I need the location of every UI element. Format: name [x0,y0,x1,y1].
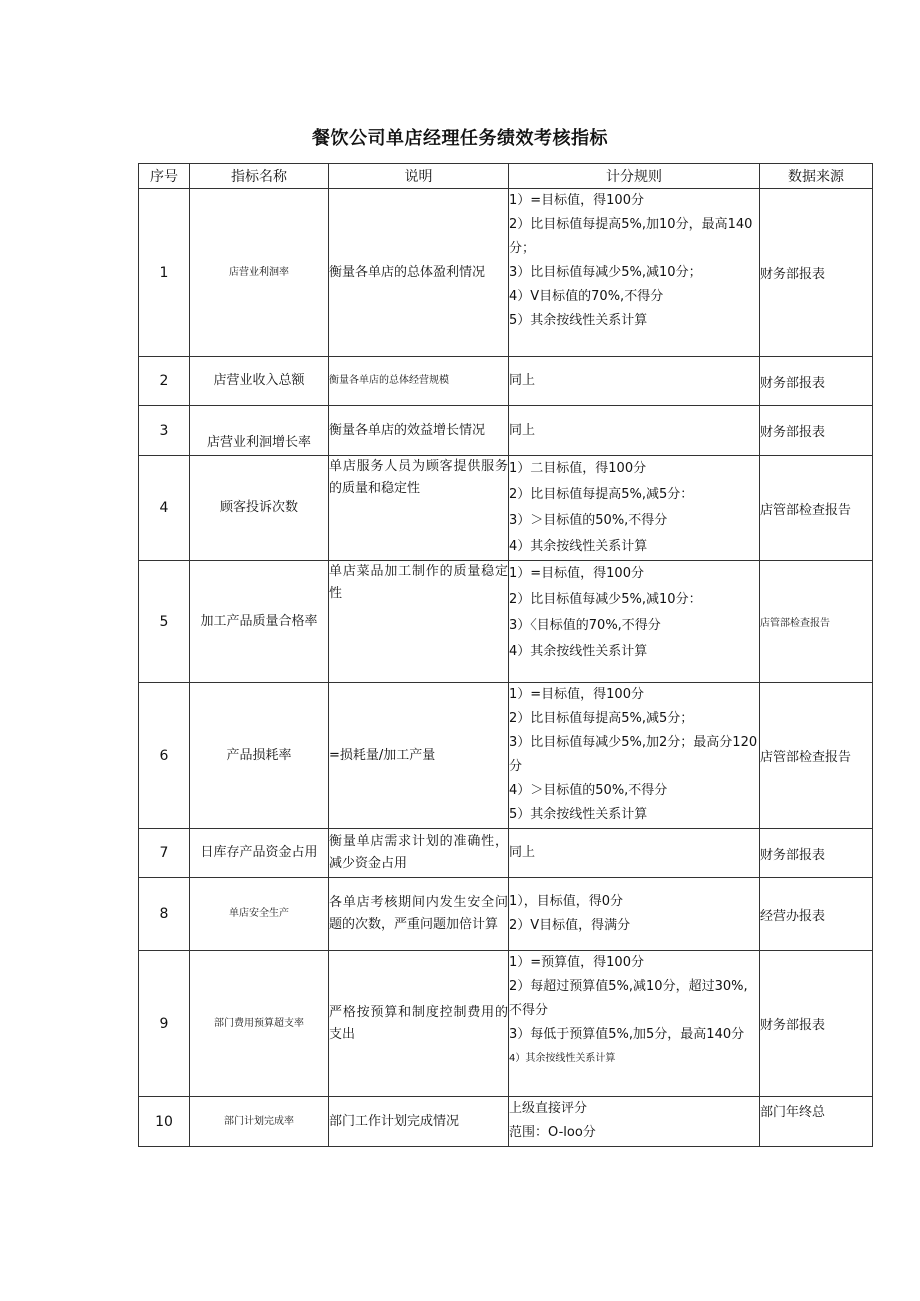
row-source: 经营办报表 [760,878,873,951]
rule-line: 3）＞目标值的50%,不得分 [509,513,668,528]
table-row [139,561,873,683]
header-source: 数据来源 [760,164,873,189]
row-rules [509,561,760,683]
header-desc: 说明 [329,164,509,189]
row-no: 10 [139,1097,190,1147]
rule-line: 同上 [509,373,536,388]
rule-line: 4）其余按线性关系计算 [509,1053,616,1064]
row-name: 产品损耗率 [190,683,329,829]
row-source: 店管部检查报告 [760,683,873,829]
row-name: 部门计划完成率 [190,1097,329,1147]
row-desc: 各单店考核期间内发生安全问题的次数，严重问题加倍计算 [329,878,509,951]
rule-line: 4）＞目标值的50%,不得分 [509,783,668,798]
row-desc: 严格按预算和制度控制费用的支出 [329,951,509,1097]
table-row [139,683,873,829]
row-name: 顾客投诉次数 [190,456,329,561]
rule-line: 3）〈目标值的70%,不得分 [509,618,661,633]
row-rules [509,878,760,951]
rule-line: 范围：O-loo分 [509,1125,596,1140]
rule-line: 5）其余按线性关系计算 [509,807,648,822]
row-desc: 衡量各单店的总体盈利情况 [329,189,509,357]
rule-line: 4）其余按线性关系计算 [509,644,648,659]
row-rules [509,189,760,357]
row-source: 财务部报表 [760,829,873,878]
row-no: 1 [139,189,190,357]
rule-line: 1）二目标值，得100分 [509,461,647,476]
row-rules [509,829,760,878]
rule-line: 同上 [509,845,536,860]
rule-line: 2）比目标值每提高5%,减5分； [509,711,694,726]
row-source: 部门年终总 [760,1097,873,1147]
row-name: 单店安全生产 [190,878,329,951]
row-name: 日库存产品资金占用 [190,829,329,878]
row-rules [509,1097,760,1147]
header-rules: 计分规则 [509,164,760,189]
row-name: 店营业利洄增长率 [190,406,329,456]
table-row [139,406,873,456]
row-no: 9 [139,951,190,1097]
rule-line: 1）=目标值，得100分 [509,566,644,581]
table-row [139,1097,873,1147]
row-no: 2 [139,357,190,406]
rule-line: 1）=预算值，得100分 [509,955,644,970]
table-row [139,189,873,357]
row-source: 财务部报表 [760,189,873,357]
row-desc: 单店服务人员为顾客提供服务的质量和稳定性 [329,456,509,561]
row-rules [509,357,760,406]
row-source: 店管部检查报告 [760,456,873,561]
row-no: 6 [139,683,190,829]
row-desc: 衡量各单店的效益增长情况 [329,406,509,456]
row-no: 3 [139,406,190,456]
header-name: 指标名称 [190,164,329,189]
rule-line: 同上 [509,422,536,438]
page-title: 餐饮公司单店经理任务绩效考核指标 [312,128,608,149]
row-no: 8 [139,878,190,951]
rule-line: 上级直接评分 [509,1101,588,1116]
row-source: 财务部报表 [760,357,873,406]
table-row [139,951,873,1097]
row-name: 店营业利洄率 [190,189,329,357]
row-rules [509,683,760,829]
rule-line: 2）比目标值每提高5%,加10分，最高140分； [509,217,753,256]
table-row [139,878,873,951]
row-desc: =损耗量/加工产量 [329,683,509,829]
row-source: 财务部报表 [760,951,873,1097]
rule-line: 2）V目标值，得满分 [509,918,631,933]
rule-line: 3）每低于预算值5%,加5分，最高140分 [509,1027,745,1042]
rule-line: 2）比目标值每提高5%,减5分： [509,487,694,502]
kpi-table [138,163,873,1147]
rule-line: 4）其余按线性关系计算 [509,539,648,554]
row-no: 4 [139,456,190,561]
rule-line: 2）比目标值每减少5%,减10分： [509,592,702,607]
row-rules [509,406,760,456]
header-no: 序号 [139,164,190,189]
row-desc: 部门工作计划完成情况 [329,1097,509,1147]
row-rules [509,456,760,561]
row-no: 7 [139,829,190,878]
row-rules [509,951,760,1097]
rule-line: 3）比目标值每减少5%,减10分； [509,265,702,280]
row-source: 店管部检查报告 [760,561,873,683]
row-source: 财务部报表 [760,406,873,456]
rule-line: 3）比目标值每减少5%,加2分；最高分120分 [509,735,758,774]
row-desc: 衡量单店需求计划的准确性，减少资金占用 [329,829,509,878]
rule-line: 1），目标值，得0分 [509,894,624,909]
row-no: 5 [139,561,190,683]
rule-line: 4）V目标值的70%,不得分 [509,289,664,304]
table-row [139,357,873,406]
rule-line: 1）=目标值，得100分 [509,687,644,702]
table-row [139,456,873,561]
row-name: 部门费用预算超支率 [190,951,329,1097]
rule-line: 2）每超过预算值5%,减10分，超过30%,不得分 [509,979,748,1018]
table-row [139,829,873,878]
rule-line: 5）其余按线性关系计算 [509,313,648,328]
row-desc: 衡量各单店的总体经营规模 [329,357,509,406]
row-name: 加工产品质量合格率 [190,561,329,683]
table-header-row [139,164,873,189]
row-name: 店营业收入总额 [190,357,329,406]
row-desc: 单店菜品加工制作的质量稳定性 [329,561,509,683]
rule-line: 1）=目标值，得100分 [509,193,644,208]
